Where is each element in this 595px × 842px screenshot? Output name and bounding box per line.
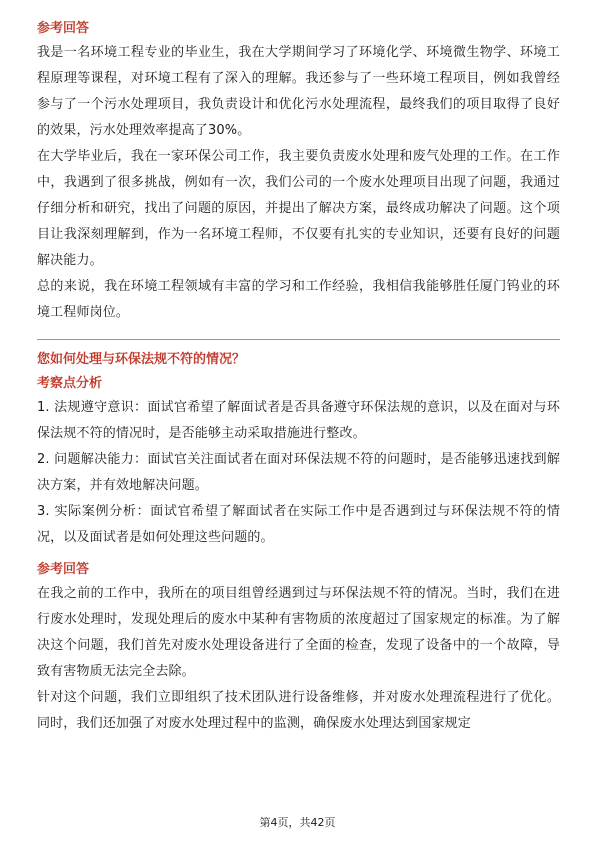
question-title: 您如何处理与环保法规不符的情况？: [37, 352, 246, 367]
document-page: [37, 18, 560, 737]
analysis-heading: 考察点分析: [37, 376, 103, 391]
answer-paragraph: 在大学毕业后，我在一家环保公司工作，我主要负责废水处理和废气处理的工作。在工作中，我遇到了很多挑战，例如有一次，我们公司的一个废水处理项目出现了问题，我通过仔细分析和研究，找出了问题的原因，并提出了解决方案，最终成功解决了问题。这个项目让我深刻理解到，作为一名环境工程师，不仅要有扎实的专业知识，还要有良好的问题解决能力。: [37, 149, 560, 268]
answer-paragraph: 总的来说，我在环境工程领域有丰富的学习和工作经验，我相信我能够胜任厦门钨业的环境工程师岗位。: [37, 279, 560, 320]
reference-answer-heading: 参考回答: [37, 21, 90, 36]
answer-paragraph: 我是一名环境工程专业的毕业生，我在大学期间学习了环境化学、环境微生物学、环境工程原理等课程，对环境工程有了深入的理解。我还参与了一些环境工程项目，例如我曾经参与了一个污水处理项目，我负责设计和优化污水处理流程，最终我们的项目取得了良好的效果，污水处理效率提高了30%。: [37, 45, 560, 138]
answer-paragraph: 针对这个问题，我们立即组织了技术团队进行设备维修，并对废水处理流程进行了优化。同时，我们还加强了对废水处理过程中的监测，确保废水处理达到国家规定: [37, 690, 560, 731]
analysis-point: 1. 法规遵守意识：面试官希望了解面试者是否具备遵守环保法规的意识，以及在面对与环保法规不符的情况时，是否能够主动采取措施进行整改。: [37, 400, 560, 441]
reference-answer-heading: 参考回答: [37, 562, 90, 577]
spacer: [37, 551, 560, 559]
answer-paragraph: 在我之前的工作中，我所在的项目组曾经遇到过与环保法规不符的情况。当时，我们在进行废水处理时，发现处理后的废水中某种有害物质的浓度超过了国家规定的标准。为了解决这个问题，我们首先对废水处理设备进行了全面的检查，发现了设备中的一个故障，导致有害物质无法完全去除。: [37, 586, 560, 679]
analysis-point: 3. 实际案例分析：面试官希望了解面试者在实际工作中是否遇到过与环保法规不符的情况，以及面试者是如何处理这些问题的。: [37, 504, 560, 545]
section-divider: [37, 339, 560, 340]
page-number: 第4页，共42页: [259, 816, 336, 829]
analysis-point: 2. 问题解决能力：面试官关注面试者在面对环保法规不符的问题时，是否能够迅速找到解决方案，并有效地解决问题。: [37, 452, 560, 493]
